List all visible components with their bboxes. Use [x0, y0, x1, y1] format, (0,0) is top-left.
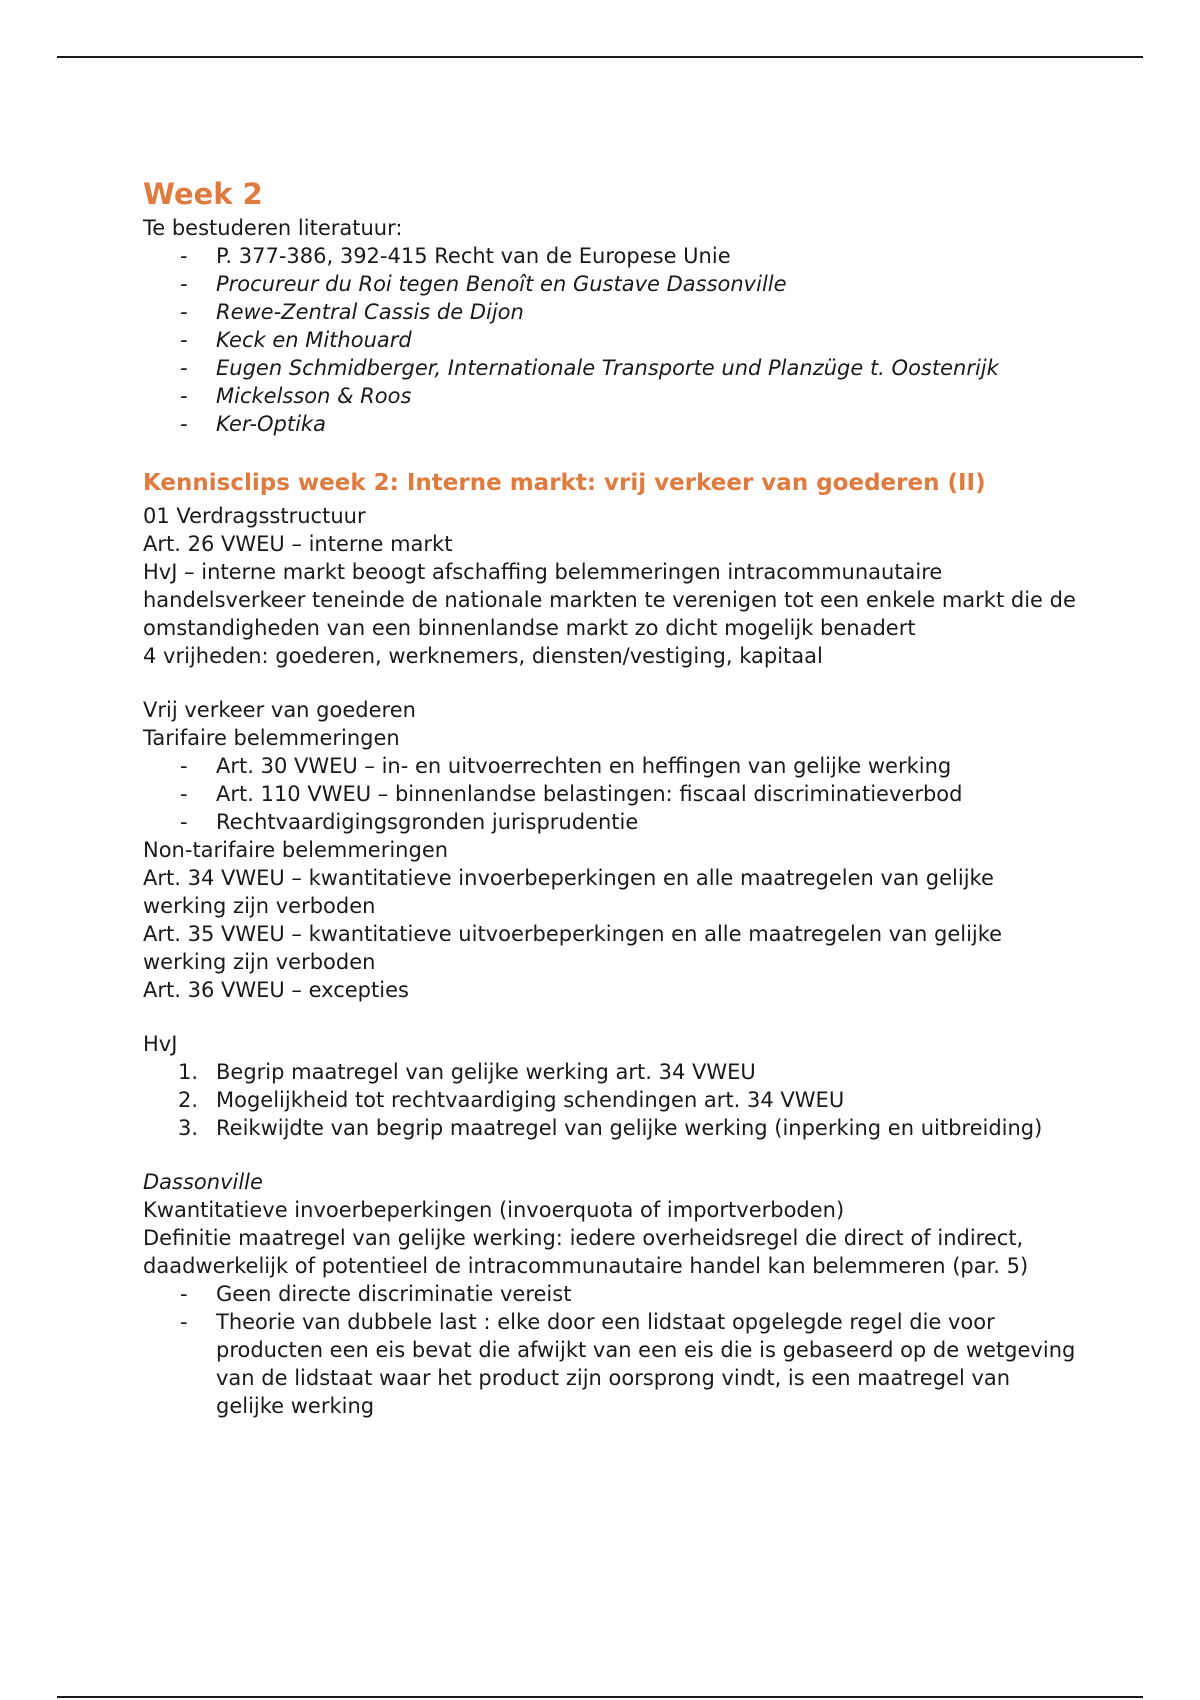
case-name: Dassonville — [143, 1170, 263, 1194]
list-item: 2. Mogelijkheid tot rechtvaardiging schendingen art. 34 VWEU — [178, 1088, 845, 1112]
list-item: - Art. 30 VWEU – in- en uitvoerrechten en heffingen van gelijke werking — [180, 754, 952, 778]
list-item: - Procureur du Roi tegen Benoît en Gustave Dassonville — [180, 272, 787, 296]
paragraph: Art. 36 VWEU – excepties — [143, 978, 409, 1002]
dassonville-list — [143, 1280, 1083, 1420]
page-title: Week 2 — [143, 177, 263, 211]
list-item: - Mickelsson & Roos — [180, 384, 412, 408]
section-heading: Kennisclips week 2: Interne markt: vrij verkeer van goederen (II) — [143, 470, 986, 496]
list-item: - P. 377-386, 392-415 Recht van de Europese Unie — [180, 244, 731, 268]
paragraph: Definitie maatregel van gelijke werking: iedere overheidsregel die direct of indirect, daadwerkelijk of potentieel de intracommunautaire handel kan belemmeren (par. 5) — [143, 1226, 1029, 1278]
paragraph: 4 vrijheden: goederen, werknemers, diensten/vestiging, kapitaal — [143, 644, 823, 668]
paragraph: Art. 35 VWEU – kwantitatieve uitvoerbeperkingen en alle maatregelen van gelijke werking zijn verboden — [143, 922, 1003, 974]
list-item: - Ker-Optika — [180, 412, 326, 436]
paragraph: Art. 34 VWEU – kwantitatieve invoerbeperkingen en alle maatregelen van gelijke werking zijn verboden — [143, 866, 994, 918]
paragraph: 01 Verdragsstructuur — [143, 504, 366, 528]
document-body — [143, 174, 1083, 1420]
footer-rule — [57, 1696, 1143, 1698]
paragraph: Tarifaire belemmeringen — [143, 726, 400, 750]
spacer — [143, 1142, 1083, 1168]
paragraph: Art. 26 VWEU – interne markt — [143, 532, 453, 556]
list-item: - Rewe-Zentral Cassis de Dijon — [180, 300, 524, 324]
list-item: - Theorie van dubbele last : elke door een lidstaat opgelegde regel die voor producten een eis bevat die afwijkt van een eis die is gebaseerd op de wetgeving van de lidstaat waar het product zijn oorsprong vindt, is een maatregel van gelijke werking — [180, 1310, 1076, 1418]
spacer — [143, 1004, 1083, 1030]
paragraph: Non-tarifaire belemmeringen — [143, 838, 449, 862]
numbered-list — [143, 1058, 1083, 1142]
literature-intro: Te bestuderen literatuur: — [143, 216, 403, 240]
list-item: - Rechtvaardigingsgronden jurisprudentie — [180, 810, 639, 834]
list-item: 3. Reikwijdte van begrip maatregel van gelijke werking (inperking en uitbreiding) — [178, 1116, 1043, 1140]
paragraph: HvJ — [143, 1032, 178, 1056]
list-item: - Art. 110 VWEU – binnenlandse belastingen: fiscaal discriminatieverbod — [180, 782, 963, 806]
tariff-list — [143, 752, 1083, 836]
list-item: 1. Begrip maatregel van gelijke werking art. 34 VWEU — [178, 1060, 756, 1084]
paragraph: HvJ – interne markt beoogt afschaffing belemmeringen intracommunautaire handelsverkeer teneinde de nationale markten te verenigen tot een enkele markt die de omstandigheden van een binnenlandse markt zo dicht mogelijk benadert — [143, 560, 1076, 640]
list-item: - Geen directe discriminatie vereist — [180, 1282, 572, 1306]
literature-list — [143, 242, 1083, 438]
spacer — [143, 670, 1083, 696]
list-item: - Eugen Schmidberger, Internationale Transporte und Planzüge t. Oostenrijk — [180, 356, 999, 380]
header-rule — [57, 56, 1143, 58]
paragraph: Vrij verkeer van goederen — [143, 698, 416, 722]
paragraph: Kwantitatieve invoerbeperkingen (invoerquota of importverboden) — [143, 1198, 845, 1222]
list-item: - Keck en Mithouard — [180, 328, 412, 352]
